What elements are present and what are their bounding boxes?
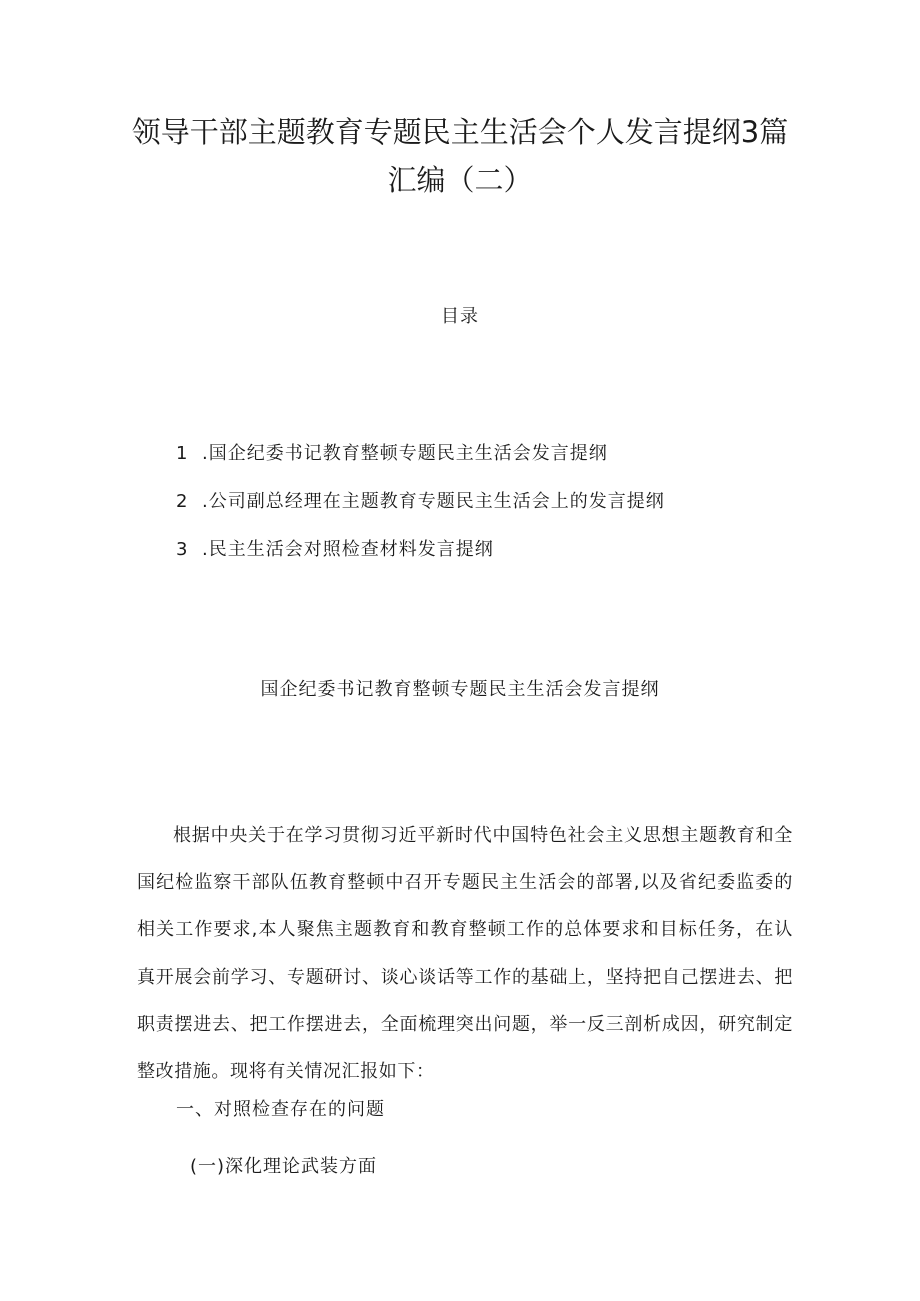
toc-item-label: .民主生活会对照检查材料发言提纲 xyxy=(202,539,494,560)
toc-item-number: 3 xyxy=(176,539,189,560)
toc-item-label: .国企纪委书记教育整顿专题民主生活会发言提纲 xyxy=(202,443,608,464)
intro-paragraph: 根据中央关于在学习贯彻习近平新时代中国特色社会主义思想主题教育和全国纪检监察干部队伍教育整顿中召开专题民主生活会的部署,以及省纪委监委的相关工作要求,本人聚焦主题教育和教育整顿工作的总体要求和目标任务，在认真开展会前学习、专题研讨、谈心谈话等工作的基础上，坚持把自己摆进去、把职责摆进去、把工作摆进去，全面梳理突出问题，举一反三剖析成因，研究制定整改措施。现将有关情况汇报如下： xyxy=(137,825,793,1083)
document-title-line-1: 领导干部主题教育专题民主生活会个人发言提纲3篇 xyxy=(131,115,789,149)
document-title-line-2: 汇编（二） xyxy=(387,163,533,197)
heading-level-2: (一)深化理论武装方面 xyxy=(190,1156,378,1177)
toc-heading: 目录 xyxy=(441,306,479,327)
table-of-contents xyxy=(176,440,816,584)
toc-item-number: 2 xyxy=(176,491,189,512)
toc-item-number: 1 xyxy=(176,443,189,464)
toc-item-label: .公司副总经理在主题教育专题民主生活会上的发言提纲 xyxy=(202,491,665,512)
toc-item xyxy=(176,440,816,488)
section-title: 国企纪委书记教育整顿专题民主生活会发言提纲 xyxy=(260,679,660,700)
heading-level-1: 一、对照检查存在的问题 xyxy=(176,1099,385,1120)
toc-item xyxy=(176,488,816,536)
toc-item xyxy=(176,536,816,584)
